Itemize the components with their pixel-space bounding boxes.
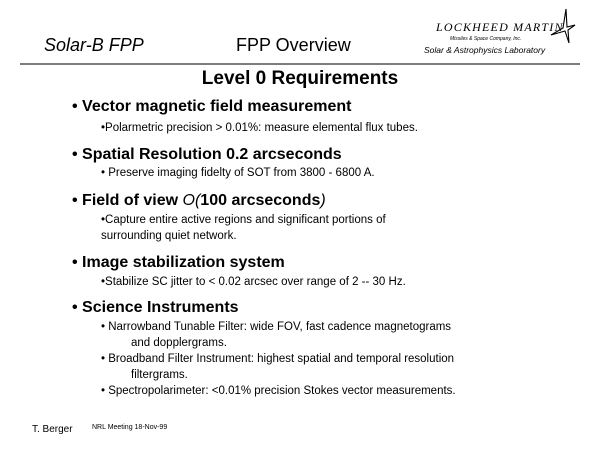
- bullet-heading-image-stabilization: • Image stabilization system: [72, 254, 285, 271]
- bullet-heading-italic: O(: [182, 192, 201, 209]
- bullet-detail: •Capture entire active regions and significant portions of: [101, 214, 386, 226]
- bullet-detail-continued: filtergrams.: [131, 369, 188, 381]
- footer-author: T. Berger: [32, 424, 73, 435]
- bullet-heading-spatial-resolution: • Spatial Resolution 0.2 arcseconds: [72, 146, 342, 163]
- bullet-heading-text: Image stabilization system: [82, 254, 285, 271]
- logo-division: Missiles & Space Company, Inc.: [450, 36, 522, 42]
- bullet-detail: •Polarmetric precision > 0.01%: measure elemental flux tubes.: [101, 122, 418, 134]
- bullet-detail: • Narrowband Tunable Filter: wide FOV, fast cadence magnetograms: [101, 321, 452, 333]
- logo-lab: Solar & Astrophysics Laboratory: [424, 45, 546, 55]
- document-title: Solar-B FPP: [44, 35, 144, 55]
- bullet-heading-italic: ): [320, 192, 326, 209]
- header-divider: [20, 63, 580, 65]
- company-logo: [410, 8, 595, 58]
- bullet-detail-continued: surrounding quiet network.: [101, 230, 237, 242]
- bullet-heading-text: Science Instruments: [82, 299, 239, 316]
- bullet-heading-text: Spatial Resolution 0.2 arcseconds: [82, 146, 342, 163]
- bullet-heading-text: Field of view: [82, 192, 183, 209]
- bullet-heading-text: 100 arcseconds: [200, 192, 321, 209]
- bullet-detail: •Stabilize SC jitter to < 0.02 arcsec over range of 2 -- 30 Hz.: [101, 276, 406, 288]
- bullet-detail: • Spectropolarimeter: <0.01% precision Stokes vector measurements.: [101, 385, 456, 397]
- bullet-heading-field-of-view: • Field of view O(100 arcseconds): [72, 192, 326, 209]
- bullet-detail: • Broadband Filter Instrument: highest spatial and temporal resolution: [101, 353, 455, 365]
- logo-brand: LOCKHEED MARTIN: [436, 20, 564, 34]
- star-icon: [548, 8, 576, 44]
- footer-meeting: NRL Meeting 18-Nov-99: [92, 424, 168, 431]
- bullet-heading-text: Vector magnetic field measurement: [82, 98, 352, 115]
- bullet-heading-vector-field: • Vector magnetic field measurement: [72, 98, 352, 115]
- bullet-detail-continued: and dopplergrams.: [131, 337, 227, 349]
- section-title: FPP Overview: [236, 35, 351, 55]
- bullet-detail: • Preserve imaging fidelty of SOT from 3800 - 6800 A.: [101, 167, 375, 179]
- page-title: Level 0 Requirements: [201, 68, 399, 89]
- bullet-heading-science-instruments: • Science Instruments: [72, 299, 239, 316]
